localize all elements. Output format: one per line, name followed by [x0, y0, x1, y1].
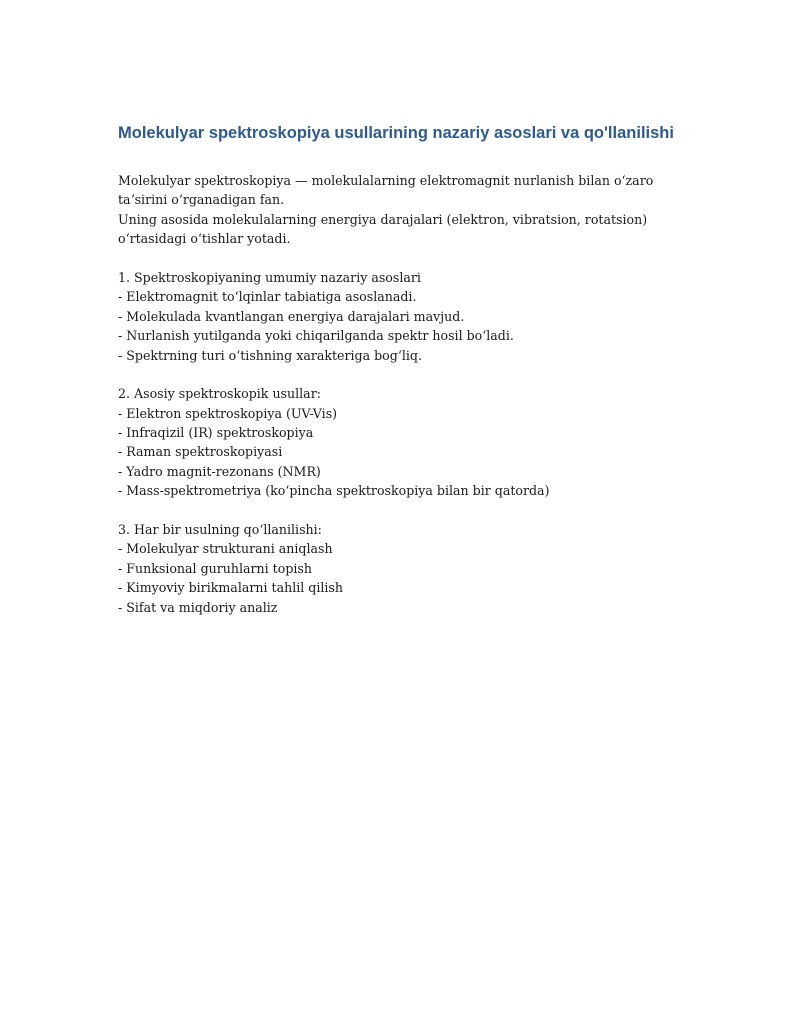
intro-line: Uning asosida molekulalarning energiya darajalari (elektron, vibratsion, rotatsion) — [118, 211, 648, 227]
list-item: - Spektrning turi oʻtishning xarakteriga bogʻliq. — [118, 347, 422, 363]
list-item: - Infraqizil (IR) spektroskopiya — [118, 425, 314, 441]
list-item: - Kimyoviy birikmalarni tahlil qilish — [118, 580, 343, 596]
list-item: - Elektromagnit toʻlqinlar tabiatiga asoslanadi. — [118, 289, 417, 305]
document-body — [118, 171, 678, 617]
list-item: - Raman spektroskopiyasi — [118, 444, 283, 460]
intro-paragraph — [118, 171, 678, 249]
document-title: Molekulyar spektroskopiya usullarining nazariy asoslari va qo'llanilishi — [118, 124, 674, 142]
section-heading: 1. Spektroskopiyaning umumiy nazariy asoslari — [118, 269, 421, 285]
paragraph-gap — [118, 249, 678, 268]
list-item: - Yadro magnit-rezonans (NMR) — [118, 463, 321, 479]
section-applications — [118, 520, 678, 617]
section-heading: 2. Asosiy spektroskopik usullar: — [118, 386, 321, 402]
list-item: - Sifat va miqdoriy analiz — [118, 599, 278, 615]
section-methods — [118, 384, 678, 500]
list-item: - Mass-spektrometriya (koʻpincha spektroskopiya bilan bir qatorda) — [118, 483, 550, 499]
list-item: - Molekulada kvantlangan energiya darajalari mavjud. — [118, 308, 465, 324]
section-heading: 3. Har bir usulning qoʻllanilishi: — [118, 522, 322, 538]
intro-line: oʻrtasidagi oʻtishlar yotadi. — [118, 231, 291, 247]
list-item: - Molekulyar strukturani aniqlash — [118, 541, 333, 557]
list-item: - Nurlanish yutilganda yoki chiqarilganda spektr hosil boʻladi. — [118, 328, 514, 344]
intro-line: Molekulyar spektroskopiya — molekulalarning elektromagnit nurlanish bilan oʻzaro — [118, 173, 654, 188]
list-item: - Funksional guruhlarni topish — [118, 560, 312, 576]
intro-line: taʼsirini oʻrganadigan fan. — [118, 192, 285, 208]
list-item: - Elektron spektroskopiya (UV-Vis) — [118, 405, 338, 421]
section-theory — [118, 268, 678, 365]
paragraph-gap — [118, 501, 678, 520]
paragraph-gap — [118, 365, 678, 384]
